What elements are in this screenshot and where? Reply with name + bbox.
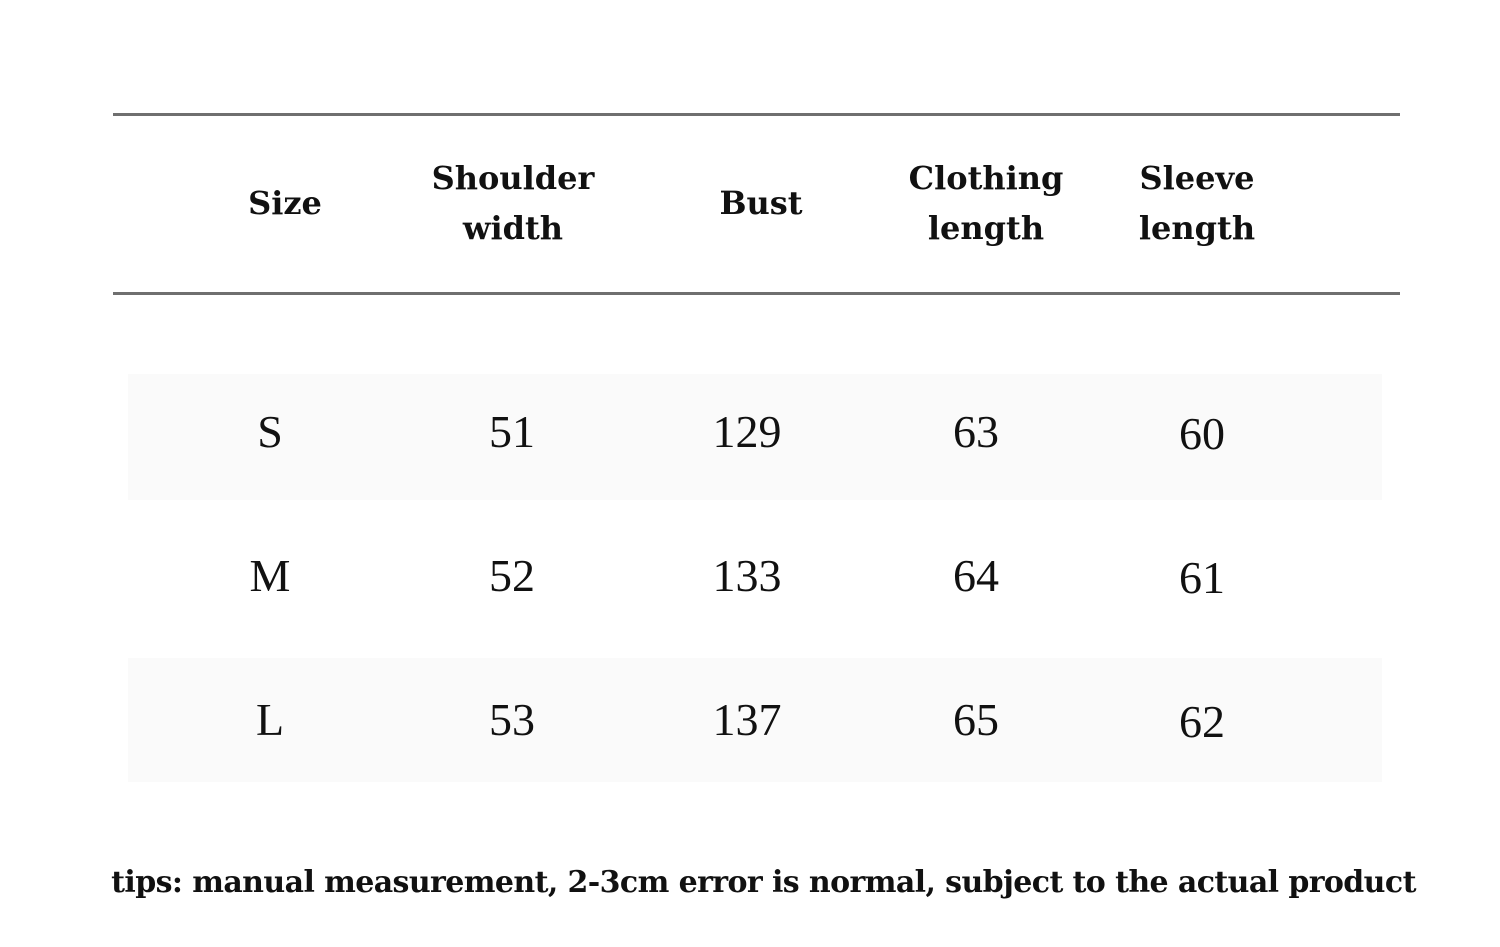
cell-bust: 133 <box>712 550 782 601</box>
header-bust: Bust <box>719 184 803 222</box>
measurement-tips: tips: manual measurement, 2-3cm error is normal, subject to the actual product <box>111 865 1416 900</box>
header-clothing-length: Clothing length <box>908 159 1064 247</box>
cell-bust: 137 <box>712 694 782 745</box>
cell-shoulder-width: 53 <box>489 694 535 745</box>
cell-clothing-length: 63 <box>953 406 999 457</box>
cell-size: M <box>249 550 291 601</box>
table-header-rule <box>113 292 1400 295</box>
cell-size: S <box>257 406 283 457</box>
cell-sleeve-length: 62 <box>1179 696 1225 747</box>
cell-sleeve-length: 60 <box>1179 408 1225 459</box>
header-size: Size <box>248 184 322 222</box>
header-sleeve-length: Sleeve length <box>1138 159 1256 247</box>
cell-shoulder-width: 51 <box>489 406 535 457</box>
cell-clothing-length: 65 <box>953 694 999 745</box>
cell-shoulder-width: 52 <box>489 550 535 601</box>
cell-bust: 129 <box>712 406 782 457</box>
header-shoulder-width: Shoulder width <box>431 159 595 247</box>
cell-size: L <box>255 694 285 745</box>
cell-sleeve-length: 61 <box>1179 552 1225 603</box>
cell-clothing-length: 64 <box>953 550 999 601</box>
